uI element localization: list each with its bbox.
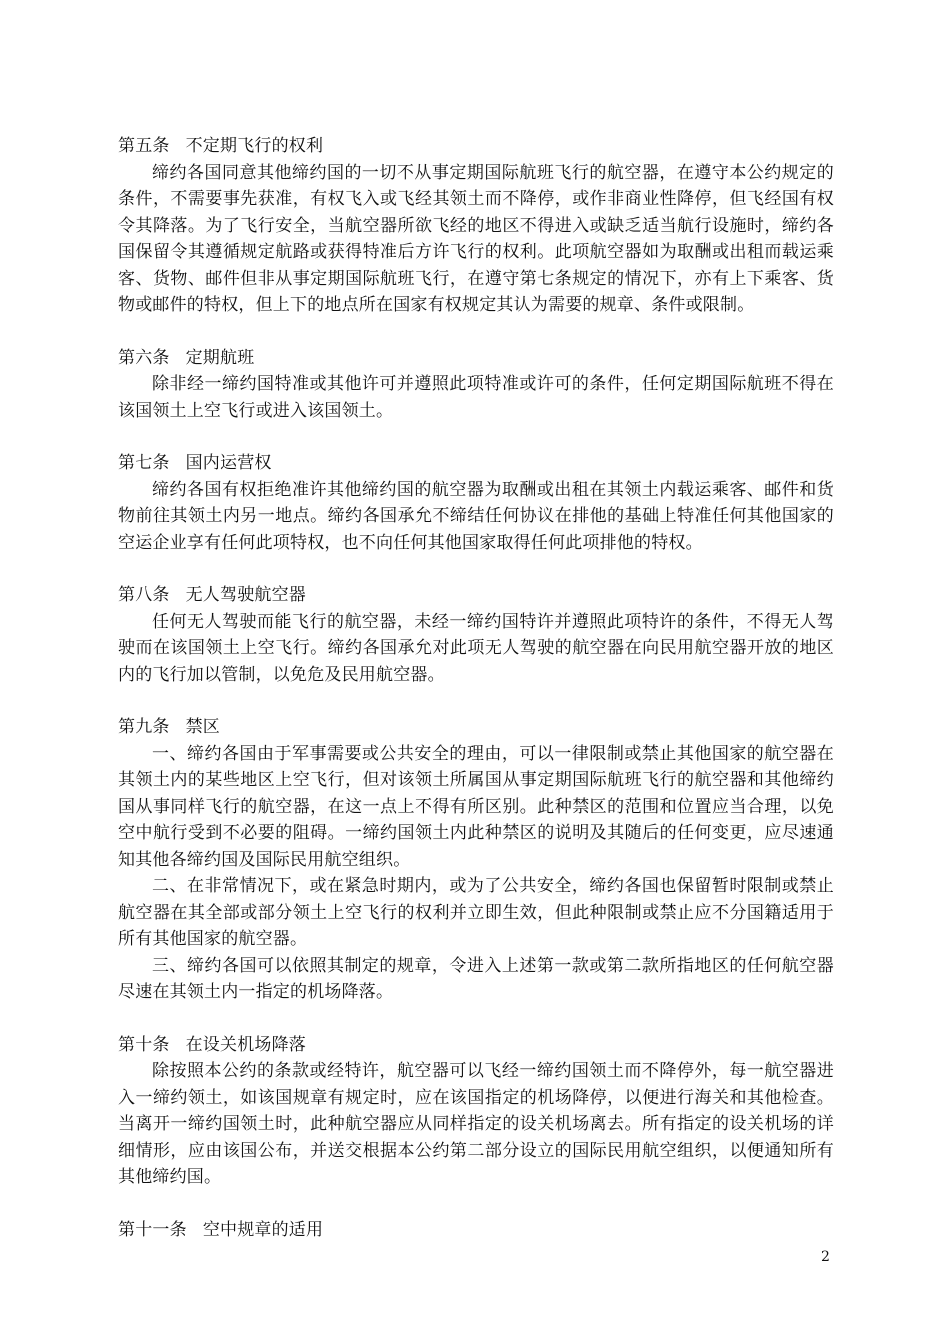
article-number: 第五条 <box>118 136 170 156</box>
article-11 <box>118 1217 834 1244</box>
article-number: 第十一条 <box>118 1219 187 1240</box>
article-paragraph: 除按照本公约的条款或经特许，航空器可以飞经一缔约国领土而不降停外，每一航空器进入一缔约领土，如该国规章有规定时，应在该国指定的机场降停，以便进行海关和其他检查。当离开一缔约国领土时，此种航空器应从同样指定的设关机场离去。所有指定的设关机场的详细情形，应由该国公布，并送交根据本公约第二部分设立的国际民用航空组织，以便通知所有其他缔约国。 <box>118 1061 834 1187</box>
article-10 <box>118 1032 834 1191</box>
article-7 <box>118 450 834 556</box>
article-paragraph: 缔约各国有权拒绝准许其他缔约国的航空器为取酬或出租在其领土内载运乘客、邮件和货物前往其领土内另一地点。缔约各国承允不缔结任何协议在排他的基础上特准任何其他国家的空运企业享有任何此项特权，也不向任何其他国家取得任何此项排他的特权。 <box>118 479 834 553</box>
article-heading <box>118 714 834 741</box>
article-paragraph: 任何无人驾驶而能飞行的航空器，未经一缔约国特许并遵照此项特许的条件，不得无人驾驶而在该国领土上空飞行。缔约各国承允对此项无人驾驶的航空器在向民用航空器开放的地区内的飞行加以管制，以免危及民用航空器。 <box>118 611 834 685</box>
article-6 <box>118 345 834 425</box>
article-title: 不定期飞行的权利 <box>185 136 324 156</box>
article-title: 无人驾驶航空器 <box>185 585 307 605</box>
article-heading <box>118 450 834 477</box>
article-paragraph: 一、缔约各国由于军事需要或公共安全的理由，可以一律限制或禁止其他国家的航空器在其领土内的某些地区上空飞行，但对该领土所属国从事定期国际航班飞行的航空器和其他缔约国从事同样飞行的航空器，在这一点上不得有所区别。此种禁区的范围和位置应当合理，以免空中航行受到不必要的阻碍。一缔约国领土内此种禁区的说明及其随后的任何变更，应尽速通知其他各缔约国及国际民用航空组织。 <box>118 743 834 870</box>
article-paragraph: 二、在非常情况下，或在紧急时期内，或为了公共安全，缔约各国也保留暂时限制或禁止航空器在其全部或部分领土上空飞行的权利并立即生效，但此种限制或禁止应不分国籍适用于所有其他国家的航空器。 <box>118 876 834 949</box>
page-number: 2 <box>821 1249 830 1265</box>
article-heading <box>118 1032 834 1059</box>
article-heading <box>118 345 834 372</box>
article-number: 第十条 <box>118 1034 170 1055</box>
document-body <box>118 133 834 1269</box>
article-title: 禁区 <box>185 717 221 737</box>
article-9 <box>118 714 834 1006</box>
article-number: 第七条 <box>118 453 170 473</box>
article-title: 空中规章的适用 <box>202 1219 324 1240</box>
article-heading <box>118 1217 834 1244</box>
article-paragraph: 三、缔约各国可以依照其制定的规章，令进入上述第一款或第二款所指地区的任何航空器尽速在其领土内一指定的机场降落。 <box>118 955 834 1002</box>
article-title: 在设关机场降落 <box>185 1034 307 1055</box>
article-number: 第八条 <box>118 585 170 605</box>
article-paragraph: 缔约各国同意其他缔约国的一切不从事定期国际航班飞行的航空器，在遵守本公约规定的条件，不需要事先获准，有权飞入或飞经其领土而不降停，或作非商业性降停，但飞经国有权令其降落。为了飞行安全，当航空器所欲飞经的地区不得进入或缺乏适当航行设施时，缔约各国保留令其遵循规定航路或获得特准后方许飞行的权利。此项航空器如为取酬或出租而载运乘客、货物、邮件但非从事定期国际航班飞行，在遵守第七条规定的情况下，亦有上下乘客、货物或邮件的特权，但上下的地点所在国家有权规定其认为需要的规章、条件或限制。 <box>118 162 834 315</box>
article-5 <box>118 133 834 319</box>
article-title: 定期航班 <box>185 347 255 368</box>
article-paragraph: 除非经一缔约国特准或其他许可并遵照此项特准或许可的条件，任何定期国际航班不得在该国领土上空飞行或进入该国领土。 <box>118 374 834 421</box>
article-8 <box>118 582 834 688</box>
article-number: 第六条 <box>118 347 170 368</box>
article-heading <box>118 582 834 609</box>
article-heading <box>118 133 834 160</box>
article-title: 国内运营权 <box>185 453 272 473</box>
article-number: 第九条 <box>118 717 170 737</box>
